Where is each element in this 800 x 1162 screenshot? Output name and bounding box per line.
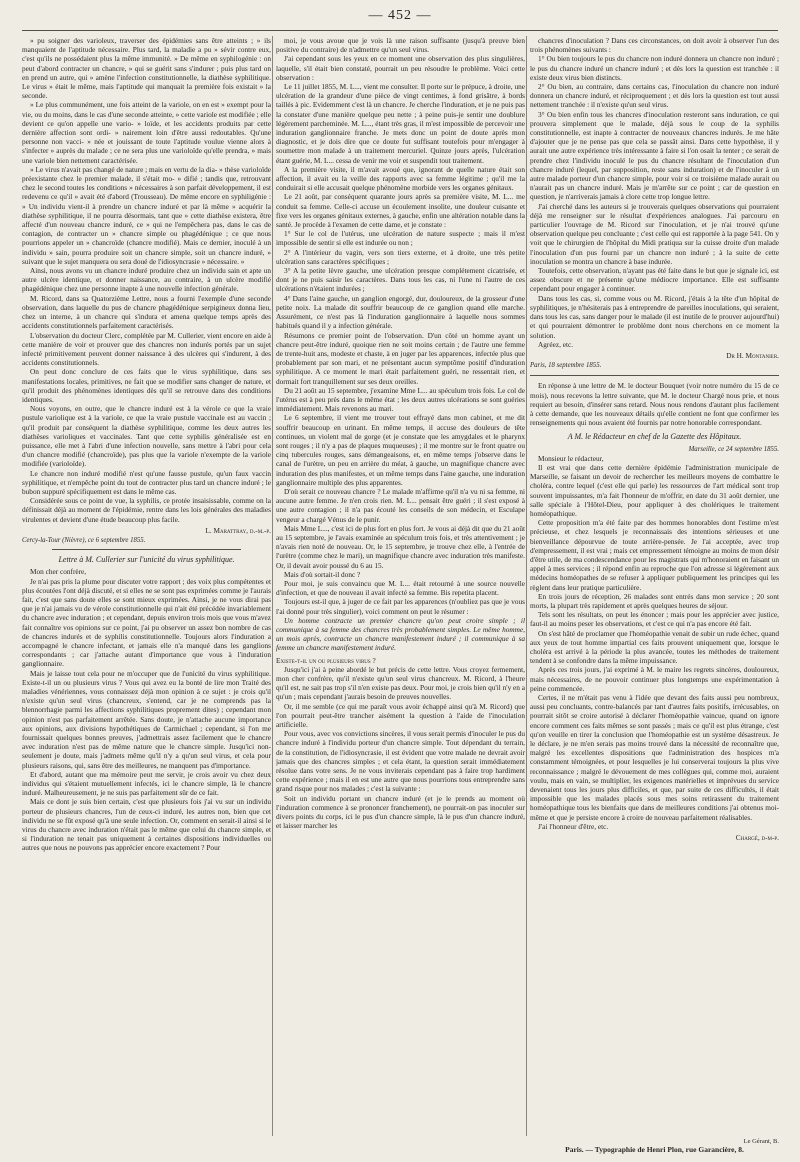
paragraph: Nous voyons, en outre, que le chancre induré est à la vérole ce que la vraie pustule variolique est à la variole, ce que la vraie pustule vaccinale est au vaccin ; qu'il produit par conséquent la diathèse syphilitique, comme les deux autres les diathèses varioliques et vaccinales. Tant que cette syphilis généralisée est en puissance, elle met à l'abri d'une infection nouvelle, sans mettre à l'abri pour cela d'un chancre modifié (chancroïde), pas plus que la variole n'exempte de la variole modifiée (varioloïde). — [22, 404, 271, 469]
paragraph: Pour vous, avec vos convictions sincères, il vous serait permis d'inoculer le pus du chancre induré à l'individu porteur d'un chancre simple. Tout dépendant du terrain, de la constitution, de l'idiosyncrasie, il est évident que votre malade ne devrait avoir jamais que des chancres simples ; et cela étant, la question serait immédiatement résolue dans votre sens. Je ne vous inviterais cependant pas à faire trop hardiment cette expérience ; mais il en est une autre que nous pourrions tous entreprendre sans grand risque pour nos malades ; c'est la suivante : — [276, 729, 525, 794]
paragraph: Et d'abord, autant que ma mémoire peut me servir, je crois avoir vu chez deux individus qui s'étaient mutuellement infectés, ici le chancre simple, là le chancre induré. Malheureusement, je ne suis pas parfaitement sûr de ce fait. — [22, 769, 271, 798]
paragraph: Le 11 juillet 1855, M. L..., vient me consulter. Il porte sur le prépuce, à droite, une ulcération de la grandeur d'une pièce de vingt centimes, à fond grisâtre, à bords taillés à pic. Evidemment c'est là un chancre. Je cherche l'induration, et je ne puis pas la constater d'une manière quelque peu nette ; à peine puis-je sentir une doublure légèrement parcheminée. M. L..., étant très gras, il m'est impossible de percevoir une induration ganglionnaire franche. Je mets donc un point de doute après mon diagnostic, et je dois dire que ce doute fut suffisant toutefois pour m'engager à soumettre mon malade à un traitement mercuriel. Quinze jours après, l'ulcération étant guérie, M. L... cessa de venir me voir et suspendit tout traitement. — [276, 82, 525, 165]
closing: J'ai l'honneur d'être, etc. — [538, 821, 609, 831]
salutation: Monsieur le rédacteur, — [538, 453, 604, 463]
paragraph: Mais je laisse tout cela pour ne m'occuper que de l'unicité du virus syphilitique. Existe-t-il un ou plusieurs virus ? Vous qui avez eu la bonté de lire mon Traité des maladies vénériennes, vous connaissez déjà mon opinion à ce sujet : je crois qu'il n'existe qu'un seul virus (chancreux, s'entend, car je ne comprends pas la blennorrhagie parmi les affections syphilitiques proprement dites) ; cependant mon opinion n'est pas parfaitement arrêtée. Sans doute, je n'attache aucune importance aux opinions, aux divisions hypothétiques de Carmichael ; cependant, si l'on me fournissait quelques bonnes preuves, j'admettrais assez facilement que le chancre avec induration n'est pas de même nature que le chancre simple. Jusqu'ici non-seulement je doute, mais j'admets même qu'il n'y a qu'un seul virus, et cela pour plusieurs raisons, qui, sans être des meilleures, ne manquent pas d'importance. — [22, 668, 271, 770]
paragraph: A la première visite, il m'avait avoué que, ignorant de quelle nature était son affection, il avait eu la veille des rapports avec sa femme légitime ; qu'il me la conduirait si elle accusait quelque phénomène morbide vers les organes génitaux. — [276, 164, 525, 193]
paragraph: Un homme contracte un premier chancre qu'on peut croire simple ; il communique à sa femme des chancres très probablement simples. Le même homme, un mois après, contracte un chancre manifestement induré ; il communique à sa femme un chancre manifestement induré. — [276, 615, 525, 653]
paragraph: Résumons ce premier point de l'observation. D'un côté un homme ayant un chancre peut-être induré, quoique rien ne soit moins certain ; de l'autre une femme de trente-huit ans, modeste et chaste, à en juger par les apparences, infectée plus que probablement par son mari, et ne présentant aucun symptôme positif d'induration syphilitique. A ce moment le mari était parfaitement guéri, ne ressentait rien, et dormait fort tranquillement sur ses deux oreilles. — [276, 330, 525, 386]
editorial-note: En réponse à une lettre de M. le docteur Bouquet (voir notre numéro du 15 de ce mois), nous recevons la lettre suivante, que M. le docteur Chargé nous prie, et nous requiert au besoin, d'insérer sans retard. Nous nous rendons d'autant plus facilement à cette demande, que les nouveaux détails qu'elle contient ne font que confirmer les renseignements qui nous avaient été fournis par notre honorable correspondant. — [530, 381, 779, 428]
column-3 — [530, 36, 779, 1132]
paragraph: 1° Ou bien toujours le pus du chancre non induré donnera un chancre non induré ; le pus du chancre induré un chancre induré ; et dès lors la question est tranchée : il existe deux virus bien distincts. — [530, 54, 779, 82]
paragraph: Le 6 septembre, il vient me trouver tout effrayé dans mon cabinet, et me dit souffrir beaucoup en urinant. En même temps, il accuse des douleurs de tête continues, un violent mal de gorge (et je constate que les amygdales et le pharynx sont rouges ; il n'y a pas de plaques muqueuses) ; il me montre sur le front quatre ou cinq tubercules rouges, sans démangeaisons, et, en même temps j'observe dans le canal de l'urètre, un peu en arrière du méat, à gauche, un magnifique chancre avec induration des plus manifestes, et un même temps dans l'aine gauche, une induration ganglionnaire multiple des plus apparentes. — [276, 413, 525, 487]
paragraph: » pu soigner des varioleux, traverser des épidémies sans être atteints ; » ils manquaient de l'aptitude nécessaire. Plus tard, la maladie a pu » sévir contre eux, c'est qu'ils ne possédaient plus la même immunité. » De même en syphilogénie : on peut d'abord contracter un chancre, » qui se guérit sans s'indurer ; puis plus tard on en prend un autre, qui » amène l'infection constitutionnelle, la diathèse syphilitique. Le virus » était le même, mais l'aptitude qui manquait la première fois existait » la seconde. — [22, 36, 271, 101]
letter-heading: A M. le Rédacteur en chef de la Gazette des Hôpitaux. — [567, 432, 742, 442]
paragraph: Soit un individu portant un chancre induré (et je le prends au moment où l'induration commence à se prononcer franchement), ne pourrait-on pas inoculer sur divers points du corps, ici le pus d'un chancre simple, là le pus d'un chancre induré, et laisser marcher les — [276, 793, 525, 831]
paragraph: » Le plus communément, une fois atteint de la variole, on en est » exempt pour la vie, ou du moins, dans le cas d'une seconde atteinte, » cette variole est modifiée ; elle devient ce qu'on appelle une vario- » loïde, et les accidents produits par cette dernière affection sont ordi- » nairement loin d'être aussi redoutables. Qu'une personne non vacci- » née et jouissant de toute l'aptitude voulue vienne alors à s'infecter » auprès du malade ; ce ne sera plus une varioloïde qu'elle prendra, » mais une variole bien nettement caractérisée. — [22, 100, 271, 165]
author-signature: Chargé, d-m-p. — [735, 833, 779, 843]
paragraph: » Le virus n'avait pas changé de nature ; mais en vertu de la dia- » thèse varioloïde préexistante chez le premier malade, il s'était mo- » difié ; tandis que, retrouvant chez le second toutes les conditions » nécessaires à son parfait développement, il est redevenu ce qu'il » avait été d'abord (Trousseau). De même encore en syphiligénie : » Un individu vient-il à prendre un chancre induré et par là même » acquérir la diathèse syphilitique, il ne pourra désormais, tant que » cette diathèse existera, être affecté d'un nouveau chancre induré, ce » qui ne l'empêchera pas, dans le cas de contagion, de contracter un » chancre simple ou phagédénique ; ce que nous pourrions appeler un » chancroïde (chancre modifié). Mais ce dernier, inoculé à un individu » sain, pourra produire soit un chancre simple, soit un chancre induré, » suivant que le sujet manquera ou sera doué de l'idiosyncrasie » nécessaire. » — [22, 164, 271, 266]
paragraph: D'où serait ce nouveau chancre ? Le malade m'affirme qu'il n'a vu ni sa femme, ni aucune autre femme. Je n'en crois rien. M. L... pensait être guéri ; il s'est exposé à une autre contagion ; il n'a pas écouté les conseils de son médecin, et Esculape vengeur a chargé Vénus de le punir. — [276, 486, 525, 524]
paragraph: Le chancre non induré modifié n'est qu'une fausse pustule, qu'un faux vaccin syphilitique, et n'empêche point du tout de contracter plus tard un chancre induré ; le bubon suppuré spécifiquement est dans le même cas. — [22, 468, 271, 496]
paragraph: moi, je vous avoue que je vois là une raison suffisante (jusqu'à preuve bien positive du contraire) de n'admettre qu'un seul virus. — [276, 36, 525, 55]
paragraph: Mais Mme L..., c'est ici de plus fort en plus fort. Je vous ai déjà dit que du 21 août au 15 septembre, je l'avais examinée au spéculum trois fois, et très attentivement ; je n'avais rien noté de nouveau. Or, le 15 septembre, je trouve chez elle, à l'entrée de l'urètre (comme chez le mari), un magnifique chancre avec induration très manifeste. Or, il devait avoir poussé du 6 au 15. — [276, 523, 525, 570]
paragraph: Cette proposition m'a été faite par des hommes honorables dont l'estime m'est précieuse, et chez lesquels je reconnaissais des intentions sérieuses et une bienveillance dépourvue de toute arrière-pensée. Je l'ai acceptée, avec trop d'empressement, il est vrai ; mais cet empressement témoigne au moins de mon désir d'être utile, de ma condescendance pour les magistrats qui m'honoraient en faisant un appel à mes services ; il répond enfin au reproche que l'on adresse si légèrement aux médecins homéopathes de se refuser à appliquer publiquement les principes qui les règlent dans leur pratique particulière. — [530, 518, 779, 592]
paragraph: J'ai cependant sous les yeux en ce moment une observation des plus singulières, laquelle, s'il était bien constaté, pourrait un peu résoudre le problème. Voici cette observation : — [276, 54, 525, 82]
closing: Agréez, etc. — [538, 339, 574, 349]
page-number: — 452 — — [368, 8, 432, 23]
paragraph: Je n'ai pas pris la plume pour discuter votre rapport ; des voix plus compétentes et plus écoutées l'ont déjà discuté, et si elles ne se sont pas exprimées comme je l'aurais fait, c'est que sans doute elles se sont mieux exprimées. Ainsi, je ne vous dirai pas que je n'ai jamais vu de vérole constitutionnelle qui n'ait été précédée invariablement du chancre avec induration ; et cependant, depuis environ trois mois que vous m'avez fait connaître vos opinions sur ce point, j'ai pu observer un assez bon nombre de cas de chancres indurés et de syphilis constitutionnelle. Toujours alors l'induration a accompagné le chancre infectant, et jamais elle n'a manqué dans les ganglions correspondants ; car j'attache autant d'importance que vous à l'induration ganglionnaire. — [22, 576, 271, 669]
column-separator — [272, 36, 273, 1136]
letter-heading: Lettre à M. Cullerier sur l'unicité du virus syphilitique. — [58, 555, 235, 565]
printer-credit: Paris. — Typographie de Henri Plon, rue Garancière, 8. — [565, 1145, 744, 1154]
paragraph: L'observation du docteur Clerc, complétée par M. Cullerier, vient encore en aide à cette manière de voir et prouver que des chancres non indurés portés par un sujet infecté primitivement peuvent donner naissance à des ulcères qui s'indurent, à des accidents constitutionnels. — [22, 330, 271, 368]
paragraph: 2° A l'intérieur du vagin, vers son tiers externe, et à droite, une très petite ulcération sans caractères spécifiques ; — [276, 247, 525, 266]
editor-credit: Le Gérant, B. — [743, 1138, 779, 1145]
author-signature: L. Marattray, d.-m.-p. — [205, 525, 271, 535]
section-rule — [52, 549, 241, 550]
header-rule — [22, 30, 778, 31]
paragraph: Dans tous les cas, si, comme vous ou M. Ricord, j'étais à la tête d'un hôpital de syphilitiques, je n'hésiterais pas à entreprendre de pareilles inoculations, qui seraient, dans tous les cas, sans danger pour le malade (il est inutile de le prouver aujourd'hui) et qui pourraient démontrer le problème dont nous cherchons en ce moment la solution. — [530, 293, 779, 340]
column-2 — [276, 36, 525, 1132]
paragraph: On s'est hâté de proclamer que l'homéopathie venait de subir un rude échec, quand aux yeux de tout homme impartial ces faits prouvent uniquement que, lorsque le choléra est arrivé à la période la plus avancée, toutes les méthodes de traitement tendent à se confondre dans la même impuissance. — [530, 628, 779, 666]
paragraph: On peut donc conclure de ces faits que le virus syphilitique, dans ses manifestations locales, primitives, ne fait que se modifier sans changer de nature, et qu'il produit des phénomènes identiques dès qu'il se retrouve dans des conditions identiques. — [22, 367, 271, 404]
paragraph: Jusqu'ici j'ai à peine abordé le but précis de cette lettre. Vous croyez fermement, mon cher confrère, qu'il n'existe qu'un seul virus chancreux. M. Ricord, à l'heure qu'il est, ne sait pas trop s'il n'en existe pas deux. Pour moi, je crois bien qu'il n'y en a qu'un ; mais cependant j'aurais besoin de preuves nouvelles. — [276, 664, 525, 702]
paragraph: Certes, il ne m'était pas venu à l'idée que devant des faits aussi peu nombreux, aussi peu concluants, contre-balancés par tant d'autres faits positifs, irrécusables, on pourrait sitôt se croire autorisé à déclarer l'homéopathie vaincue, quand on ignore encore comment ces faits mêmes se sont passés ; mais ce qu'il est plus étrange, c'est qu'on veuille en tirer la conclusion que l'homéopathie est un système désastreux. Je le déclare, je ne m'en serais pas moins trouvé dans la nécessité de reconnaître que, malgré les excellentes dispositions que l'administration des hospices m'a constamment témoignées, et pour lesquelles je lui conserverai toujours la plus vive reconnaissance ; malgré le dévouement de mes collègues qui, comme moi, auraient voulu, mais en vain, se multiplier, les exigences matérielles et imprévues du service devenaient tous les jours plus difficiles, et que, par suite de ces difficultés, il était impossible que les malades placés sous mes soins retirassent du traitement homéopathique tous les bienfaits que dans de meilleures conditions j'ai obtenus moi-même et que je persiste encore à croire de nouveau parfaitement réalisables. — [530, 693, 779, 822]
paragraph: Tels sont les résultats, on peut les énoncer ; mais pour les apprécier avec justice, faut-il au moins peser les observations, et c'est ce qui n'a pas encore été fait. — [530, 610, 779, 629]
paragraph: 3° A la petite lèvre gauche, une ulcération presque complétement cicatrisée, et dont je ne puis saisir les caractères. Dans tous les cas, ni l'une ni l'autre de ces ulcérations n'étaient indurées ; — [276, 266, 525, 294]
paragraph: Or, il me semble (ce qui me paraît vous avoir échappé ainsi qu'à M. Ricord) que l'on pourrait peut-être trancher aisément la question à l'aide de l'inoculation artificielle. — [276, 701, 525, 730]
paragraph: Toutefois, cette observation, n'ayant pas été faite dans le but que je signale ici, est assez obscure et ne présente qu'une médiocre importance. Elle est suffisante cependant pour engager à continuer. — [530, 266, 779, 294]
paragraph: Le 21 août, par conséquent quarante jours après sa première visite, M. L... me conduit sa femme. Celle-ci accuse un écoulement insolite, une douleur cuisante et fixe vers les organes génitaux externes, à gauche, enfin une altération notable dans la santé. Je procède à l'examen de cette dame, et je constate : — [276, 192, 525, 230]
paragraph: chancres d'inoculation ? Dans ces circonstances, on doit avoir à observer l'un des trois phénomènes suivants : — [530, 36, 779, 55]
paragraph: Après ces trois jours, j'ai exprimé à M. le maire les regrets sincères, douloureux, mais nécessaires, de ne pouvoir continuer plus longtemps une expérimentation à peine commencée. — [530, 665, 779, 693]
paragraph: 2° Ou bien, au contraire, dans certains cas, l'inoculation du chancre non induré donnera un chancre induré, et réciproquement ; et dès lors la question est tout aussi nettement tranchée : il n'existe qu'un seul virus. — [530, 82, 779, 110]
paragraph: Considérée sous ce point de vue, la syphilis, ce protée insaisissable, comme on la définissait déjà au moment de l'épidémie, rentre dans les lois générales des maladies virulentes et devient d'une étude beaucoup plus facile. — [22, 496, 271, 524]
paragraph: En trois jours de réception, 26 malades sont entrés dans mon service ; 20 sont morts, la plupart très rapidement et après quelques heures de séjour. — [530, 591, 779, 610]
paragraph: Mais d'où sortait-il donc ? — [284, 569, 361, 579]
paragraph: Ainsi, nous avons vu un chancre induré produire chez un individu sain et apte un autre ulcère identique, et donner naissance, au contraire, à un ulcère modifié phagédénique chez une personne inapte à une nouvelle infection générale. — [22, 266, 271, 294]
section-rule — [530, 375, 779, 376]
paragraph: Du 21 août au 15 septembre, j'examine Mme L... au spéculum trois fois. Le col de l'utérus est à peu près dans le même état ; les deux autres ulcérations se sont guéries immédiatement. Mais revenons au mari. — [276, 385, 525, 414]
dateline: Cercy-la-Tour (Nièvre), ce 6 septembre 1855. — [22, 536, 146, 544]
paragraph: 4° Dans l'aine gauche, un ganglion engorgé, dur, douloureux, de la grosseur d'une petite noix. La malade dit souffrir beaucoup de ce ganglion quand elle marche. Assurément, ce n'est pas là l'induration ganglionnaire à laquelle nous sommes habitués quand il y a infection générale. — [276, 293, 525, 331]
column-separator — [526, 36, 527, 1136]
paragraph: M. Ricord, dans sa Quatorzième Lettre, nous a fourni l'exemple d'une seconde observation, dans laquelle du pus de chancre phagédénique serpigineux donna lieu, chez un interne, à un chancre qui s'indura et amena quelque temps après des accidents constitutionnels parfaitement caractérisés. — [22, 293, 271, 331]
column-1 — [22, 36, 271, 1132]
paragraph: Pour moi, je suis convaincu que M. L... était retourné à une source nouvelle d'infection, et que de nouveau il avait infecté sa femme. Bis repetita placent. — [276, 578, 525, 598]
paragraph: J'ai cherché dans les auteurs si je trouverais quelques observations qui pourraient déjà me renseigner sur le résultat d'expériences analogues. J'ai parcouru en particulier l'ouvrage de M. Ricord sur l'inoculation, et je n'ai trouvé qu'une observation quelque peu concluante ; c'est celle qui est rapportée à la page 541. On y voit que le chirurgien de l'hôpital du Midi pratiqua sur la cuisse droite d'un malade l'inoculation d'un pus fourni par un chancre non induré ; à la suite de cette inoculation se montra un chancre à base indurée. — [530, 201, 779, 266]
paragraph: Toujours est-il que, à juger de ce fait par les apparences (n'oubliez pas que je vous l'ai donné pour très singulier), voici comment on peut le résumer : — [276, 597, 525, 616]
salutation: Mon cher confrère, — [30, 567, 87, 577]
footer — [530, 1138, 779, 1154]
dateline: Paris, 18 septembre 1855. — [530, 362, 602, 370]
paragraph: 3° Ou bien enfin tous les chancres d'inoculation resteront sans induration, ce qui prouvera simplement que le malade, déjà sous le coup de la syphilis constitutionnelle, est inapte à contracter de nouveaux chancres indurés. Je me hâte d'ajouter que je ne pense pas que cela se passât ainsi. Dans cette hypothèse, il y aurait une autre expérience très intéressante à faire si l'on osait la tenter ; ce serait de prendre chez l'individu inoculé le pus du chancre résultant de l'inoculation d'un chancre induré (lequel, par supposition, reste sans induration) et de l'inoculer à un autre malade porteur d'un chancre simple, pour voir si ce troisième malade aurait ou n'aurait pas un chancre induré. Mais je m'arrête sur ce point ; car de question en question, je n'arriverais jamais à clore cette trop longue lettre. — [530, 109, 779, 202]
paragraph: Il est vrai que dans cette dernière épidémie l'administration municipale de Marseille, se faisant un devoir de rechercher les meilleurs moyens de combattre le choléra, contre lequel (c'est elle qui parle) les ressources de l'art médical sont trop souvent impuissantes, m'a fait l'honneur de m'offrir, en date du 31 août dernier, une salle spéciale à l'Hôtel-Dieu, pour appliquer à des cholériques le traitement homéopathique. — [530, 462, 779, 518]
letter-dateline: Marseille, ce 24 septembre 1855. — [688, 445, 779, 453]
author-signature: Dr H. Montanier. — [726, 350, 779, 360]
subheading: Existe-t-il un ou plusieurs virus ? — [276, 655, 376, 665]
paragraph: 1° Sur le col de l'utérus, une ulcération de nature suspecte ; mais il m'est impossible de sentir si elle est indurée ou non ; — [276, 229, 525, 248]
paragraph: Mais ce dont je suis bien certain, c'est que plusieurs fois j'ai vu sur un individu porteur de plusieurs chancres, l'un de ceux-ci induré, les autres non, bien que cet individu ne se fût exposé qu'à une seule infection. Or, comment en serait-il ainsi si le virus du chancre avec induration n'était pas le même que celui du chancre simple, et si l'induration ne tenait pas uniquement à certaines dispositions individuelles ou autres que nous ne pouvons pas apprécier encore exactement ? Pour — [22, 797, 271, 853]
